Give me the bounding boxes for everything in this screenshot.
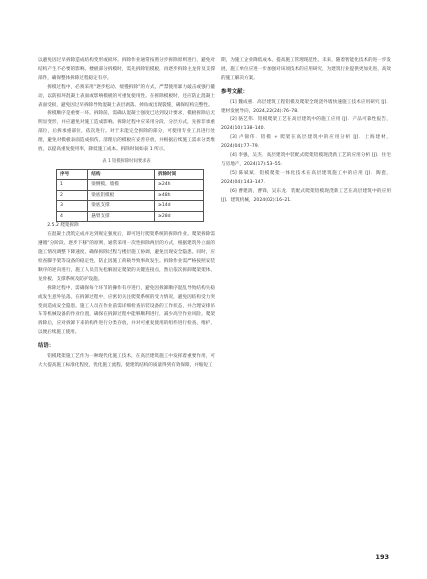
reference-list <box>221 99 391 206</box>
table-cell: 1 <box>57 180 88 191</box>
reference-item: [3] 卢锦伟．铝模 + 爬架在高层建筑中的应用分析 [J]．上海建材，2024(04):77–79. <box>221 135 391 150</box>
paragraph: 以避免因过早拆除造成结构变形或损坏。拆除作业通常按照分步拆除原则进行，避免对结构产生不必要的影响。楼板部分拆模时，需先拆除铝模板，再逐步拆除主龙骨及支撑部件，确保整体拆除过程稳定有序。 <box>38 58 215 81</box>
table-cell: ≥24h <box>154 180 203 191</box>
right-column <box>221 57 391 206</box>
table-cell: 悬臂支撑 <box>88 211 155 222</box>
paragraph: 在混凝土浇筑完成并达到规定强度后，即可进行爬架系统的拆除作业。爬架拆除需遵循“分阶段、逐步下移”的原则，通常采用一次性拆除两层的方式，根据建筑外立面的施工情况调整下降速度，确保拆除过程与楼层施工协调，避免出现安全隐患。同时，应检查脚手架等设备的稳定性，防止因施工荷载导致事故发生。拆除作业需严格按照安装顺序的逆向进行，施工人员首先松解固定爬架的关键连接点，然后依次拆卸爬架架体、龙骨板、支撑系统及防护设施。 <box>38 232 215 282</box>
reference-item: [6] 曹建鸽，曹锋，吴东龙．装配式爬架铝模现浇新工艺在高层建筑中的应用 [J]．建筑机械，2024(02):16–21. <box>221 188 391 203</box>
table-row <box>57 190 204 201</box>
table-cell: 梁侧模、墙模 <box>88 180 155 191</box>
table-header: 序号 <box>57 169 88 180</box>
paragraph: 铝模爬架施工艺作为一种现代化施工技术，在高层建筑施工中发挥着重要作用，可大大提高施工标准化程度，优化施工流程，使建筑结构的质量得到有效保障，并缩短工 <box>38 354 215 368</box>
table-cell: 2 <box>57 190 88 201</box>
removal-time-table <box>56 169 204 223</box>
table-cell: 4 <box>57 211 88 222</box>
table-caption: 表 1 铝模拆除时间要求表 <box>102 158 151 164</box>
table-row <box>57 180 204 191</box>
references-heading: 参考文献： <box>221 88 248 95</box>
paragraph: 拆模过程中，必须采用“逐步松动、缓慢拆除”的方式，严禁使用暴力敲击或强行撬动，以防损坏混凝土表面或影响模板的可重复使用性。在拆除模板时，还应防止混凝土表面受损，避免因过早拆除导致混凝土表层剥落、掉角或出现裂缝，确保结构完整性。 <box>38 84 215 108</box>
conclusion-heading: 结语： <box>38 343 55 350</box>
paragraph: 期，为施工企业降低成本，提高施工管理现范性。未来，随着智能化技术的进一步发展，施工单位应进一步加强对该项技术的应用研究，为建筑行业提供更加先进、高效的施工解决方案。 <box>221 58 391 81</box>
section-subheading: 2.5.2 爬架拆除 <box>47 223 79 229</box>
reference-item: [2] 骆艺伟．铝模爬架工艺在高层建筑中的施工应用 [J]．产品可靠性报告，2024(10):138–140. <box>221 117 391 132</box>
paragraph: 拆除过程中，需确保每个环节的操作有序进行，避免因拆卸顺序混乱导致结构失稳或发生意外坠落。在拆卸过程中，应密切关注爬架系统的受力情况，避免因结构受力突变而造成安全隐患。施工人员在作业前需详细检查吊装设备的工作状态，并合理安排吊车等机械设备的作业位置，确保在拆卸过程中能够顺利进行，减少高空作业风险。爬架拆除后，应对拆卸下来的构件进行分类存放，并对可重复使用的组件进行检查、维护，以便后续施工使用。 <box>38 285 215 336</box>
table-cell: ≥48h <box>154 190 203 201</box>
table-row <box>57 201 204 212</box>
table-cell: ≥28d <box>154 211 203 222</box>
reference-item: [1] 魏成惠．高层建筑工程铝模及爬架全现浇外墙快速施工技术应用研究 [J]．建材发展导向，2024,22(24):76–78. <box>221 99 391 114</box>
table-row <box>57 211 204 222</box>
reference-item: [5] 陈斌斌．铝模爬架一体化技术在高层建筑施工中的应用 [J]．陶瓷，2024(04):143–147. <box>221 170 391 185</box>
table-cell: 3 <box>57 201 88 212</box>
table-cell: 梁底铝模板 <box>88 190 155 201</box>
table-cell: ≥14d <box>154 201 203 212</box>
table-header-row <box>57 169 204 180</box>
reference-item: [4] 李强，吴杰．高层建筑中装配式爬架铝模现浇新工艺的应用分析 [J]．住宅与房地产，2024(17):53–55. <box>221 153 391 167</box>
table-header: 结构 <box>88 169 155 180</box>
left-column <box>38 57 215 371</box>
page-number: 193 <box>375 553 389 561</box>
paragraph: 拆模顺序是重要一环。拆除前，需确认混凝土强度已达到设计要求，模板拆除后无明显变形，并应避免对施工造成影响。拆除过程中应采用分段、分层方式，先拆非承重部位，后拆承重部位，依次进行。对于未能完全拆除的部分，可使用专业工具进行处理，避免对模板表面造成损伤。清理后的模板应妥善存放，并根据后续施工需求分类堆放，以提高重复使用率，降低施工成本。拆除时间如表 1 所示。 <box>38 111 215 153</box>
table-header: 拆除时间 <box>154 169 203 180</box>
table-cell: 梁底支撑 <box>88 201 155 212</box>
